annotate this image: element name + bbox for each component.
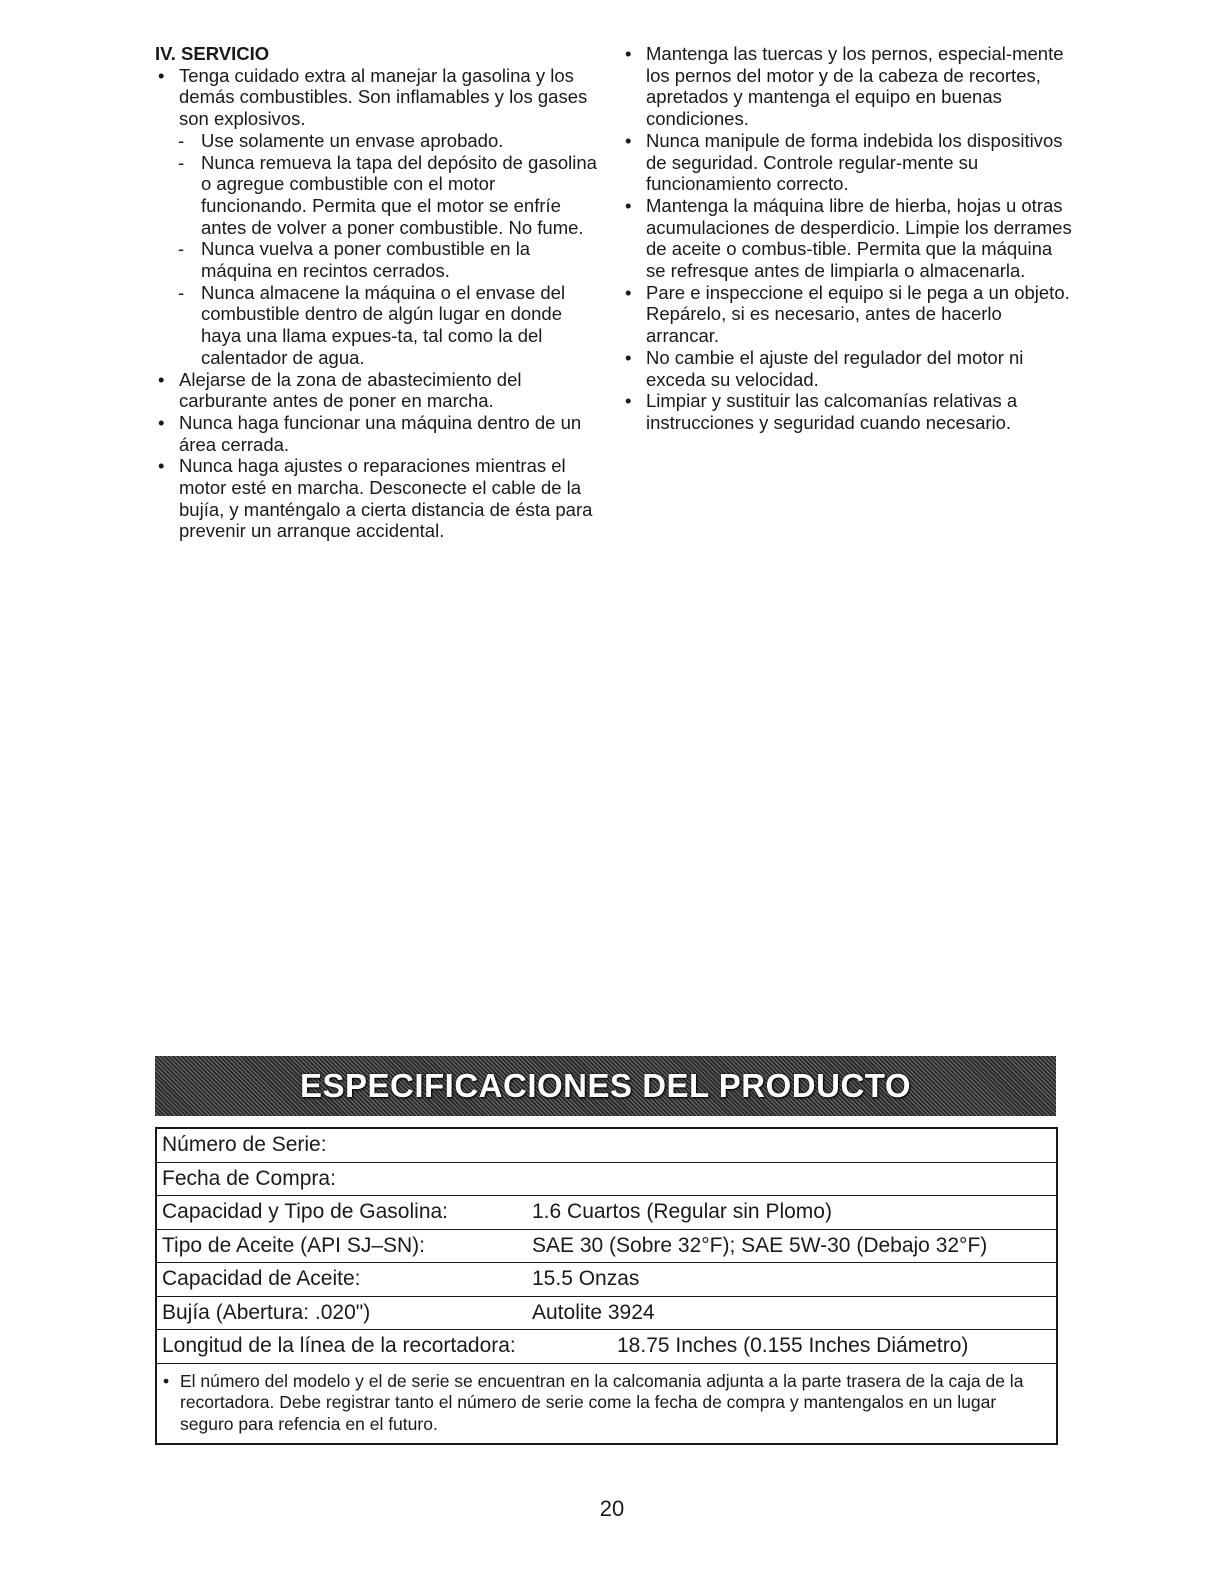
spec-row-fuel — [157, 1196, 1056, 1230]
servicio-right-list — [622, 43, 1072, 434]
spec-row-trimmer-line — [157, 1330, 1056, 1364]
list-item: • Limpiar y sustituir las calcomanías relativas a instrucciones y seguridad cuando necesario. — [622, 390, 1072, 433]
spec-value: 15.5 Onzas — [532, 1267, 640, 1291]
list-item: • Nunca manipule de forma indebida los dispositivos de seguridad. Controle regular-mente su funcionamiento correcto. — [622, 130, 1072, 195]
section-title: IV. SERVICIO — [155, 43, 270, 64]
list-item: • Alejarse de la zona de abastecimiento del carburante antes de poner en marcha. — [155, 369, 605, 412]
spec-row-spark-plug — [157, 1297, 1056, 1331]
specs-banner-title: ESPECIFICACIONES DEL PRODUCTO — [299, 1067, 912, 1104]
list-item: • Mantenga las tuercas y los pernos, especial-mente los pernos del motor y de la cabeza de recortes, apretados y mantenga el equipo en buenas condiciones. — [622, 43, 1072, 130]
list-item: - Use solamente un envase aprobado. — [155, 130, 605, 152]
list-item: • Nunca haga funcionar una máquina dentro de un área cerrada. — [155, 412, 605, 455]
spec-value: SAE 30 (Sobre 32°F); SAE 5W-30 (Debajo 32°F) — [532, 1233, 988, 1257]
servicio-left-list — [155, 65, 605, 542]
spec-value: Autolite 3924 — [532, 1300, 655, 1324]
list-item: • Tenga cuidado extra al manejar la gasolina y los demás combustibles. Son inflamables y los gases son explosivos. — [155, 65, 605, 130]
spec-label: Longitud de la línea de la recortadora: — [162, 1334, 516, 1358]
list-item: • Mantenga la máquina libre de hierba, hojas u otras acumulaciones de desperdicio. Limpie los derrames de aceite o combus-tible. Permita que la máquina se refresque antes de limpiarla o almacenarla. — [622, 195, 1072, 282]
list-item: • Pare e inspeccione el equipo si le pega a un objeto. Repárelo, si es necesario, antes de hacerlo arrancar. — [622, 282, 1072, 347]
list-item: - Nunca remueva la tapa del depósito de gasolina o agregue combustible con el motor funcionando. Permita que el motor se enfríe antes de volver a poner combustible. No fume. — [155, 152, 605, 239]
spec-label: Fecha de Compra: — [162, 1166, 336, 1190]
spec-label: Número de Serie: — [162, 1133, 327, 1157]
spec-label: Capacidad y Tipo de Gasolina: — [162, 1200, 449, 1224]
spec-value: 18.75 Inches (0.155 Inches Diámetro) — [617, 1334, 969, 1358]
list-item: • Nunca haga ajustes o reparaciones mientras el motor esté en marcha. Desconecte el cable de la bujía, y manténgalo a cierta distancia de ésta para prevenir un arranque accidental. — [155, 455, 605, 542]
page-number: 20 — [599, 1496, 625, 1521]
spec-label: Bujía (Abertura: .020") — [162, 1300, 371, 1324]
spec-row-oil-capacity — [157, 1263, 1056, 1297]
spec-row-purchase-date — [157, 1163, 1056, 1197]
spec-row-serial — [157, 1129, 1056, 1163]
spec-label: Capacidad de Aceite: — [162, 1267, 361, 1291]
list-item: • No cambie el ajuste del regulador del motor ni exceda su velocidad. — [622, 347, 1072, 390]
spec-label: Tipo de Aceite (API SJ–SN): — [162, 1233, 426, 1257]
list-item: - Nunca vuelva a poner combustible en la máquina en recintos cerrados. — [155, 238, 605, 281]
specs-banner — [155, 1056, 1056, 1116]
servicio-right-column — [622, 43, 1072, 434]
specs-note: • El número del modelo y el de serie se encuentran en la calcomania adjunta a la parte trasera de la caja de la recortadora. Debe registrar tanto el número de serie come la fecha de compra y mantengalos en un lugar seguro para refencia en el futuro. — [157, 1364, 1056, 1444]
spec-value: 1.6 Cuartos (Regular sin Plomo) — [532, 1200, 832, 1224]
list-item: - Nunca almacene la máquina o el envase del combustible dentro de algún lugar en donde haya una llama expues-ta, tal como la del calentador de agua. — [155, 282, 605, 369]
spec-row-oil-type — [157, 1230, 1056, 1264]
servicio-left-column — [155, 43, 605, 542]
specs-table — [155, 1127, 1058, 1445]
